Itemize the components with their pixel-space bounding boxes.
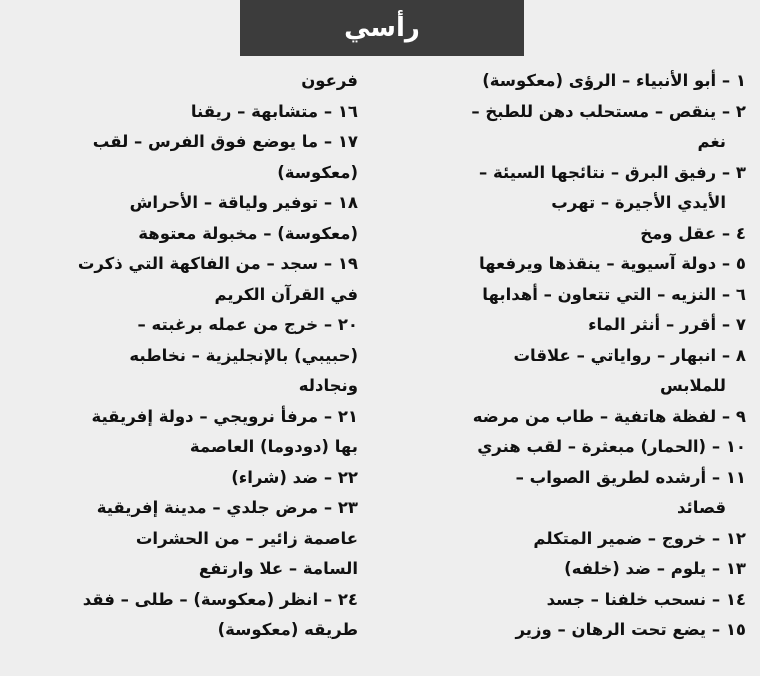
clue-entry <box>8 402 358 463</box>
clue-entry <box>406 310 746 341</box>
clue-entry <box>8 585 358 646</box>
clue-line: ٢ – ينقص – مستحلب دهن للطبخ – <box>471 101 746 121</box>
clue-entry <box>8 493 358 585</box>
clue-line: عاصمة زائير – من الحشرات <box>135 528 358 548</box>
clue-entry <box>406 66 746 97</box>
clues-column-right <box>406 66 746 646</box>
clue-line: قصائد <box>677 498 726 517</box>
clue-line: (معكوسة) <box>277 162 358 182</box>
clue-line: طريقه (معكوسة) <box>217 620 358 639</box>
clue-line: بها (دودوما) العاصمة <box>189 437 358 456</box>
clue-line: ٢١ – مرفأ نرويجي – دولة إفريقية <box>91 406 358 426</box>
clue-line: في القرآن الكريم <box>214 284 358 304</box>
clue-line: ١٦ – متشابهة – ريقنا <box>190 101 358 121</box>
clue-entry <box>406 585 746 616</box>
clue-line: ٢٠ – خرج من عمله برغبته – <box>137 315 358 334</box>
clue-line: ١٨ – توفير ولياقة – الأحراش <box>129 193 358 212</box>
clue-line: ١٧ – ما يوضع فوق الفرس – لقب <box>92 132 358 151</box>
clue-entry <box>406 219 746 250</box>
clue-line: ١٠ – (الحمار) مبعثرة – لقب هنري <box>477 437 746 456</box>
clue-line: ٥ – دولة آسيوية – ينقذها ويرفعها <box>478 254 746 273</box>
clue-line: ٧ – أقرر – أنثر الماء <box>588 315 746 334</box>
clue-entry <box>8 310 358 402</box>
clue-entry <box>406 158 746 219</box>
clue-entry <box>406 402 746 433</box>
clue-line: ٩ – لفظة هاتفية – طاب من مرضه <box>472 406 746 426</box>
clue-entry <box>406 554 746 585</box>
clue-line: نغم <box>697 132 726 151</box>
clue-entry <box>8 97 358 128</box>
clue-line: ١ – أبو الأنبياء – الرؤى (معكوسة) <box>482 71 746 90</box>
clue-entry <box>406 432 746 463</box>
clue-entry <box>406 97 746 158</box>
clue-line: ٨ – انبهار – رواياتي – علاقات <box>513 345 746 365</box>
clue-line: ٦ – النزيه – التي تتعاون – أهدابها <box>482 284 746 304</box>
clue-line: ٢٤ – انظر (معكوسة) – طلى – فقد <box>82 589 358 609</box>
clue-line: ٢٢ – ضد (شراء) <box>231 467 358 487</box>
section-title: رأسي <box>344 13 420 43</box>
clue-entry <box>406 249 746 280</box>
clue-line: (حبيبي) بالإنجليزية – نخاطبه <box>129 345 358 365</box>
clue-line: للملابس <box>659 376 726 395</box>
clue-entry <box>8 127 358 188</box>
clue-line: ٢٣ – مرض جلدي – مدينة إفريقية <box>96 498 358 517</box>
clue-line: ٤ – عقل ومخ <box>640 223 746 243</box>
clue-line: ١٢ – خروج – ضمير المتكلم <box>533 528 746 548</box>
clue-entry <box>406 463 746 524</box>
clue-entry <box>8 66 358 97</box>
clue-entry <box>406 341 746 402</box>
clue-line: (معكوسة) – مخبولة معتوهة <box>138 223 358 243</box>
clue-line: ١٥ – يضع تحت الرهان – وزير <box>515 620 746 639</box>
clue-line: ١٩ – سجد – من الفاكهة التي ذكرت <box>77 254 358 273</box>
clue-line: فرعون <box>301 71 358 90</box>
clue-line: ونجادله <box>298 376 358 395</box>
clue-entry <box>8 463 358 494</box>
clue-line: الأيدي الأجيرة – تهرب <box>551 193 726 212</box>
clue-entry <box>8 249 358 310</box>
header-bar <box>240 0 524 56</box>
clue-line: ١١ – أرشده لطريق الصواب – <box>515 467 746 487</box>
clue-line: ١٣ – يلوم – ضد (خلفه) <box>564 559 746 578</box>
clue-line: ١٤ – نسحب خلفنا – جسد <box>546 589 746 609</box>
clue-line: ٣ – رفيق البرق – نتائجها السيئة – <box>479 162 746 182</box>
clues-column-left <box>8 66 358 646</box>
clue-entry <box>8 188 358 249</box>
clue-entry <box>406 280 746 311</box>
clue-entry <box>406 615 746 646</box>
clue-line: السامة – علا وارتفع <box>198 559 358 578</box>
clue-entry <box>406 524 746 555</box>
